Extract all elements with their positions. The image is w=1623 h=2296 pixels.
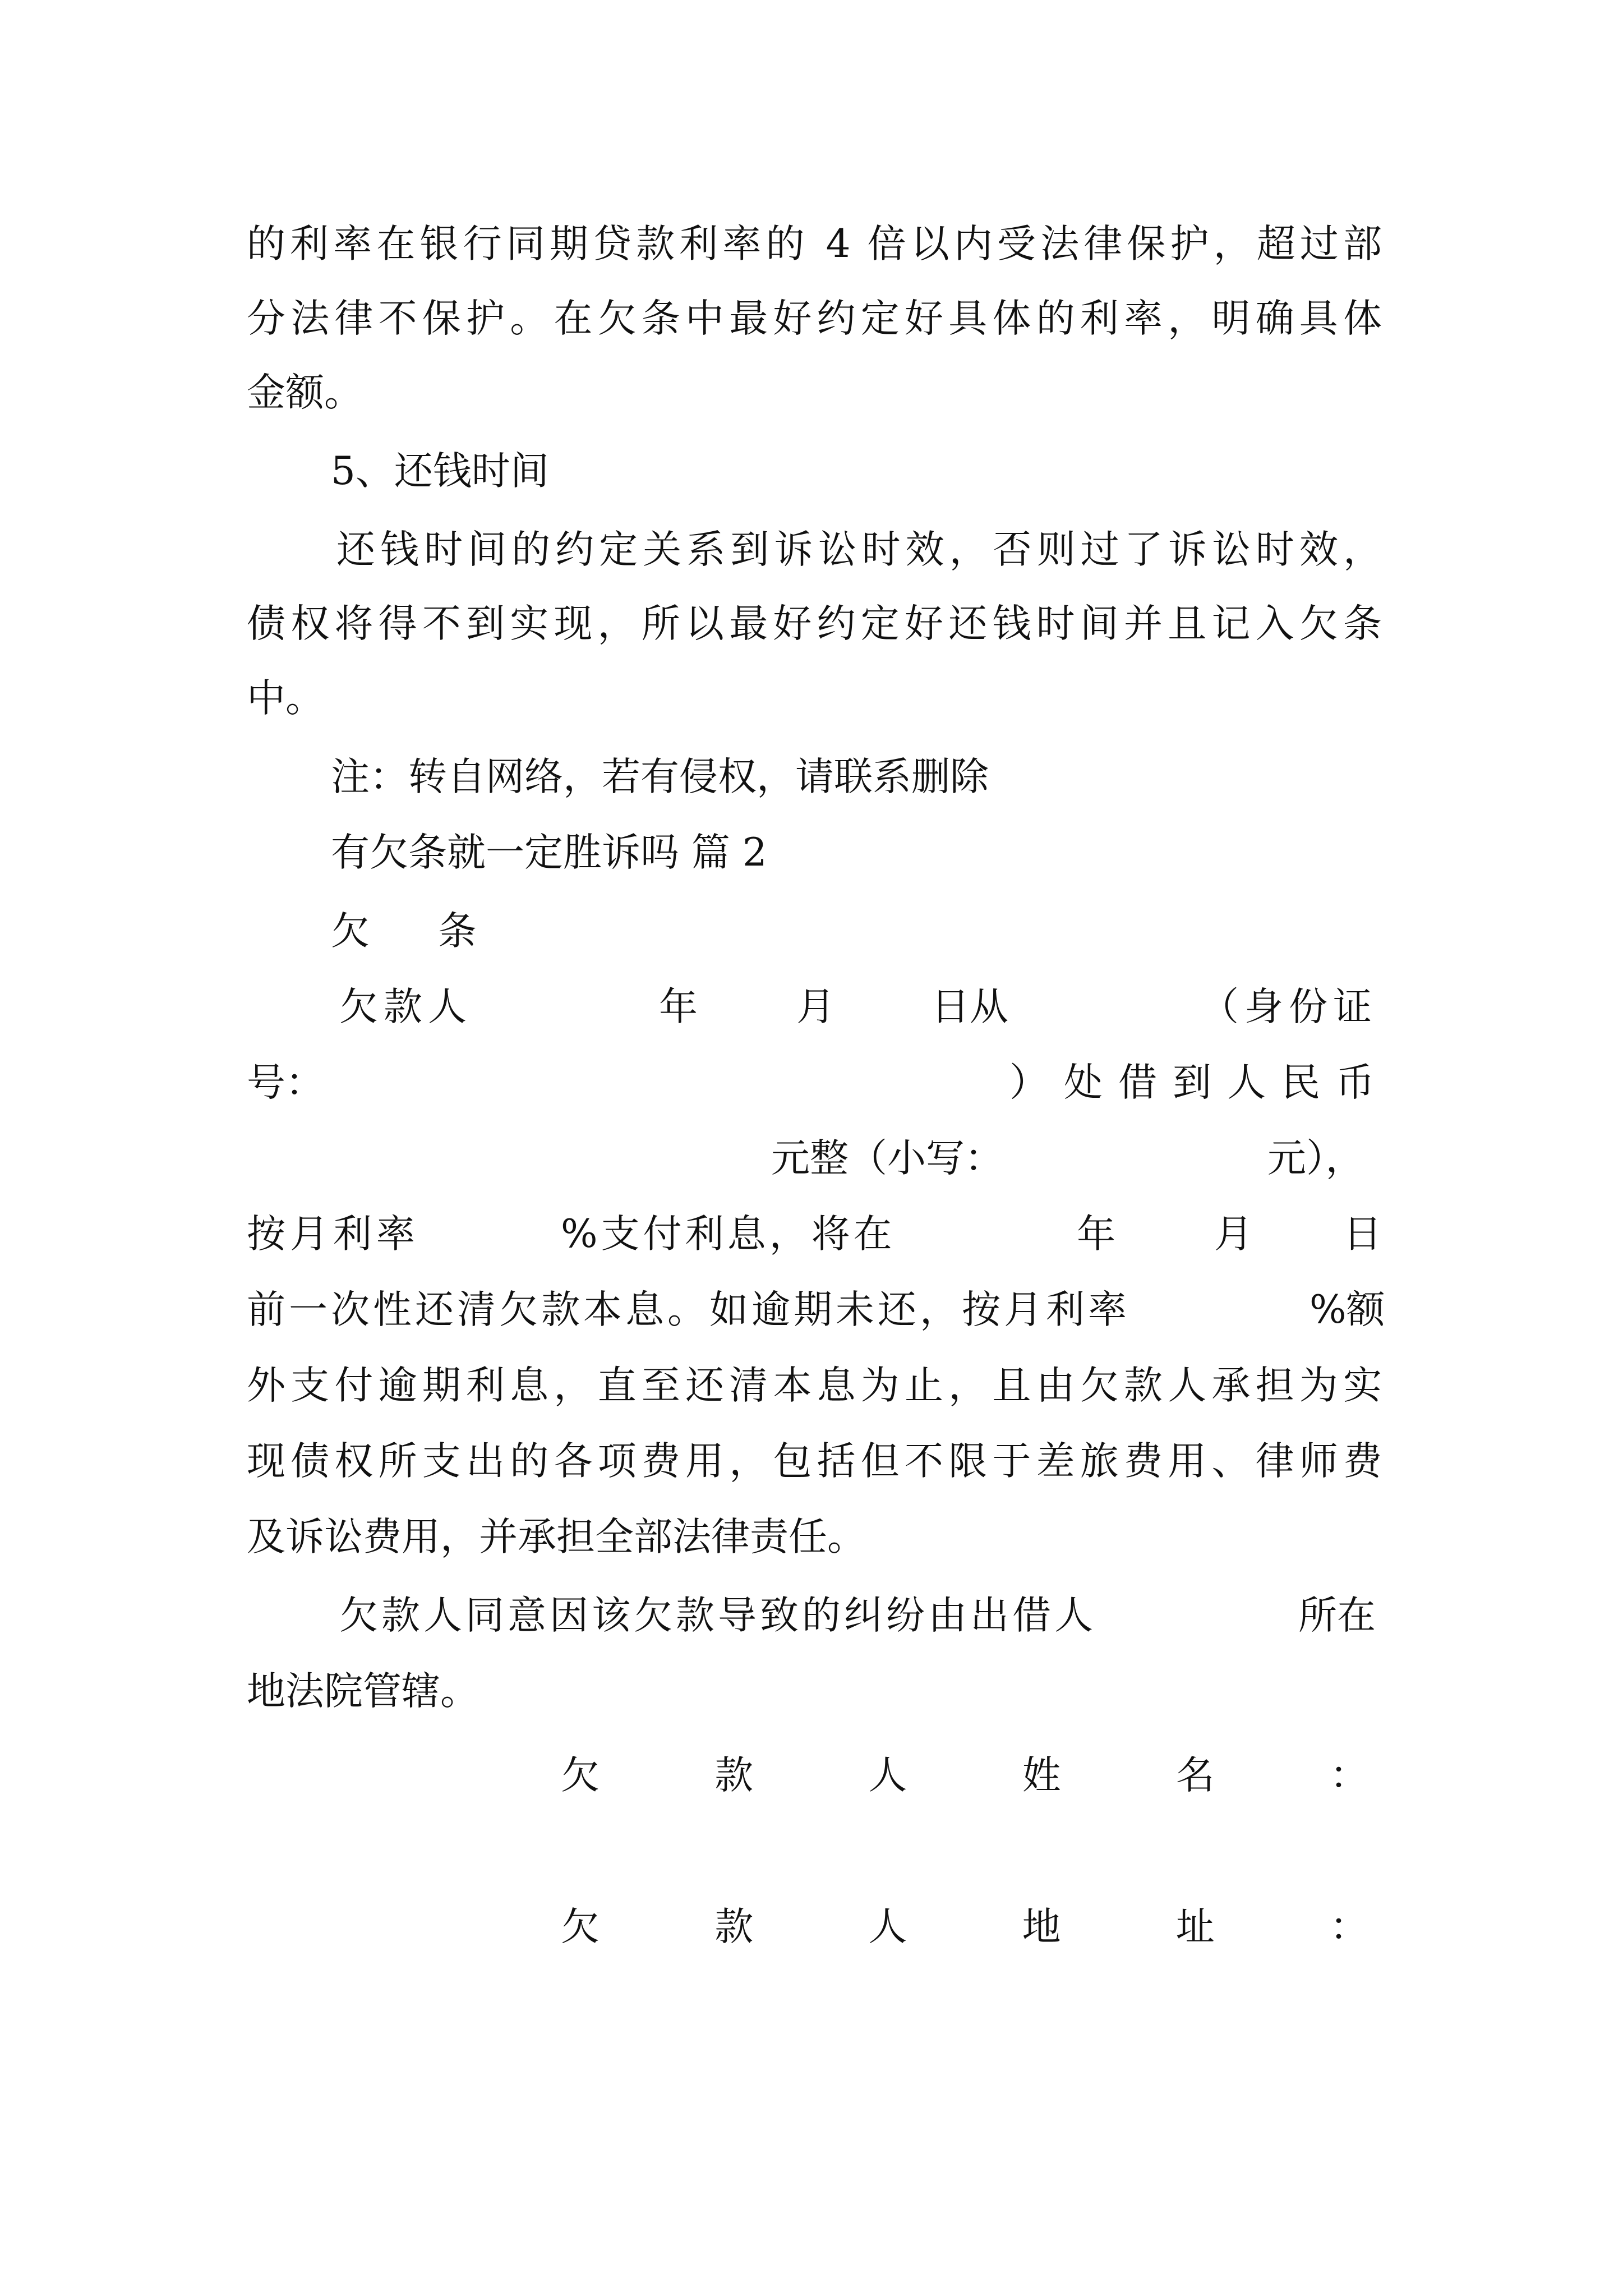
iou-interest-label: %支付利息，将在	[561, 1212, 896, 1257]
paragraph-line: 外支付逾期利息，直至还清本息为止，且由欠款人承担为实	[247, 1363, 1382, 1408]
paragraph-line: 还钱时间的约定关系到诉讼时效，否则过了诉讼时效，	[336, 527, 1382, 572]
section-heading: 5、还钱时间	[331, 449, 549, 494]
note-text: 注：转自网络，若有侵权，请联系删除	[331, 754, 989, 799]
iou-due-year-label: 年	[1077, 1212, 1115, 1257]
borrower-address-label: 欠款人地址：	[561, 1904, 1368, 1949]
paragraph-line: 金额。	[247, 370, 363, 415]
paragraph-line: 分法律不保护。在欠条中最好约定好具体的利率，明确具体	[247, 296, 1382, 341]
iou-rate-label: 按月利率	[247, 1212, 419, 1257]
paragraph-line: 现债权所支出的各项费用，包括但不限于差旅费用、律师费	[247, 1439, 1382, 1484]
iou-jurisdiction-suffix: 所在	[1298, 1593, 1376, 1638]
paragraph-line: 及诉讼费用，并承担全部法律责任。	[247, 1515, 866, 1559]
iou-id-number-label: 号：	[247, 1060, 324, 1105]
section-title: 有欠条就一定胜诉吗 篇 2	[331, 830, 767, 875]
paragraph-line: 的利率在银行同期贷款利率的 4 倍以内受法律保护，超过部	[247, 222, 1382, 266]
iou-borrowed-label: ）处借到人民币	[1009, 1060, 1390, 1105]
borrower-name-label: 欠款人姓名：	[561, 1753, 1368, 1798]
document-title: 欠 条	[331, 909, 505, 954]
iou-month-label: 月	[796, 984, 835, 1029]
paragraph-line: 债权将得不到实现，所以最好约定好还钱时间并且记入欠条	[247, 601, 1382, 646]
iou-year-label: 年	[659, 984, 698, 1029]
iou-due-day-label: 日	[1343, 1212, 1382, 1257]
iou-amount-label: 元整（小写：	[771, 1136, 1003, 1181]
iou-borrower-label: 欠款人	[339, 984, 472, 1029]
iou-due-month-label: 月	[1214, 1212, 1253, 1257]
iou-amount-unit: 元），	[1267, 1136, 1364, 1181]
paragraph-line: 中。	[247, 676, 324, 721]
iou-jurisdiction-label: 欠款人同意因该欠款导致的纠纷由出借人	[339, 1593, 1096, 1638]
iou-day-from-label: 日从	[931, 984, 1008, 1029]
paragraph-line: 地法院管辖。	[247, 1669, 479, 1714]
iou-overdue-rate-unit: %额	[1310, 1287, 1385, 1332]
iou-id-label: （身份证	[1200, 984, 1377, 1029]
iou-overdue-label: 前一次性还清欠款本息。如逾期未还，按月利率	[247, 1287, 1130, 1332]
